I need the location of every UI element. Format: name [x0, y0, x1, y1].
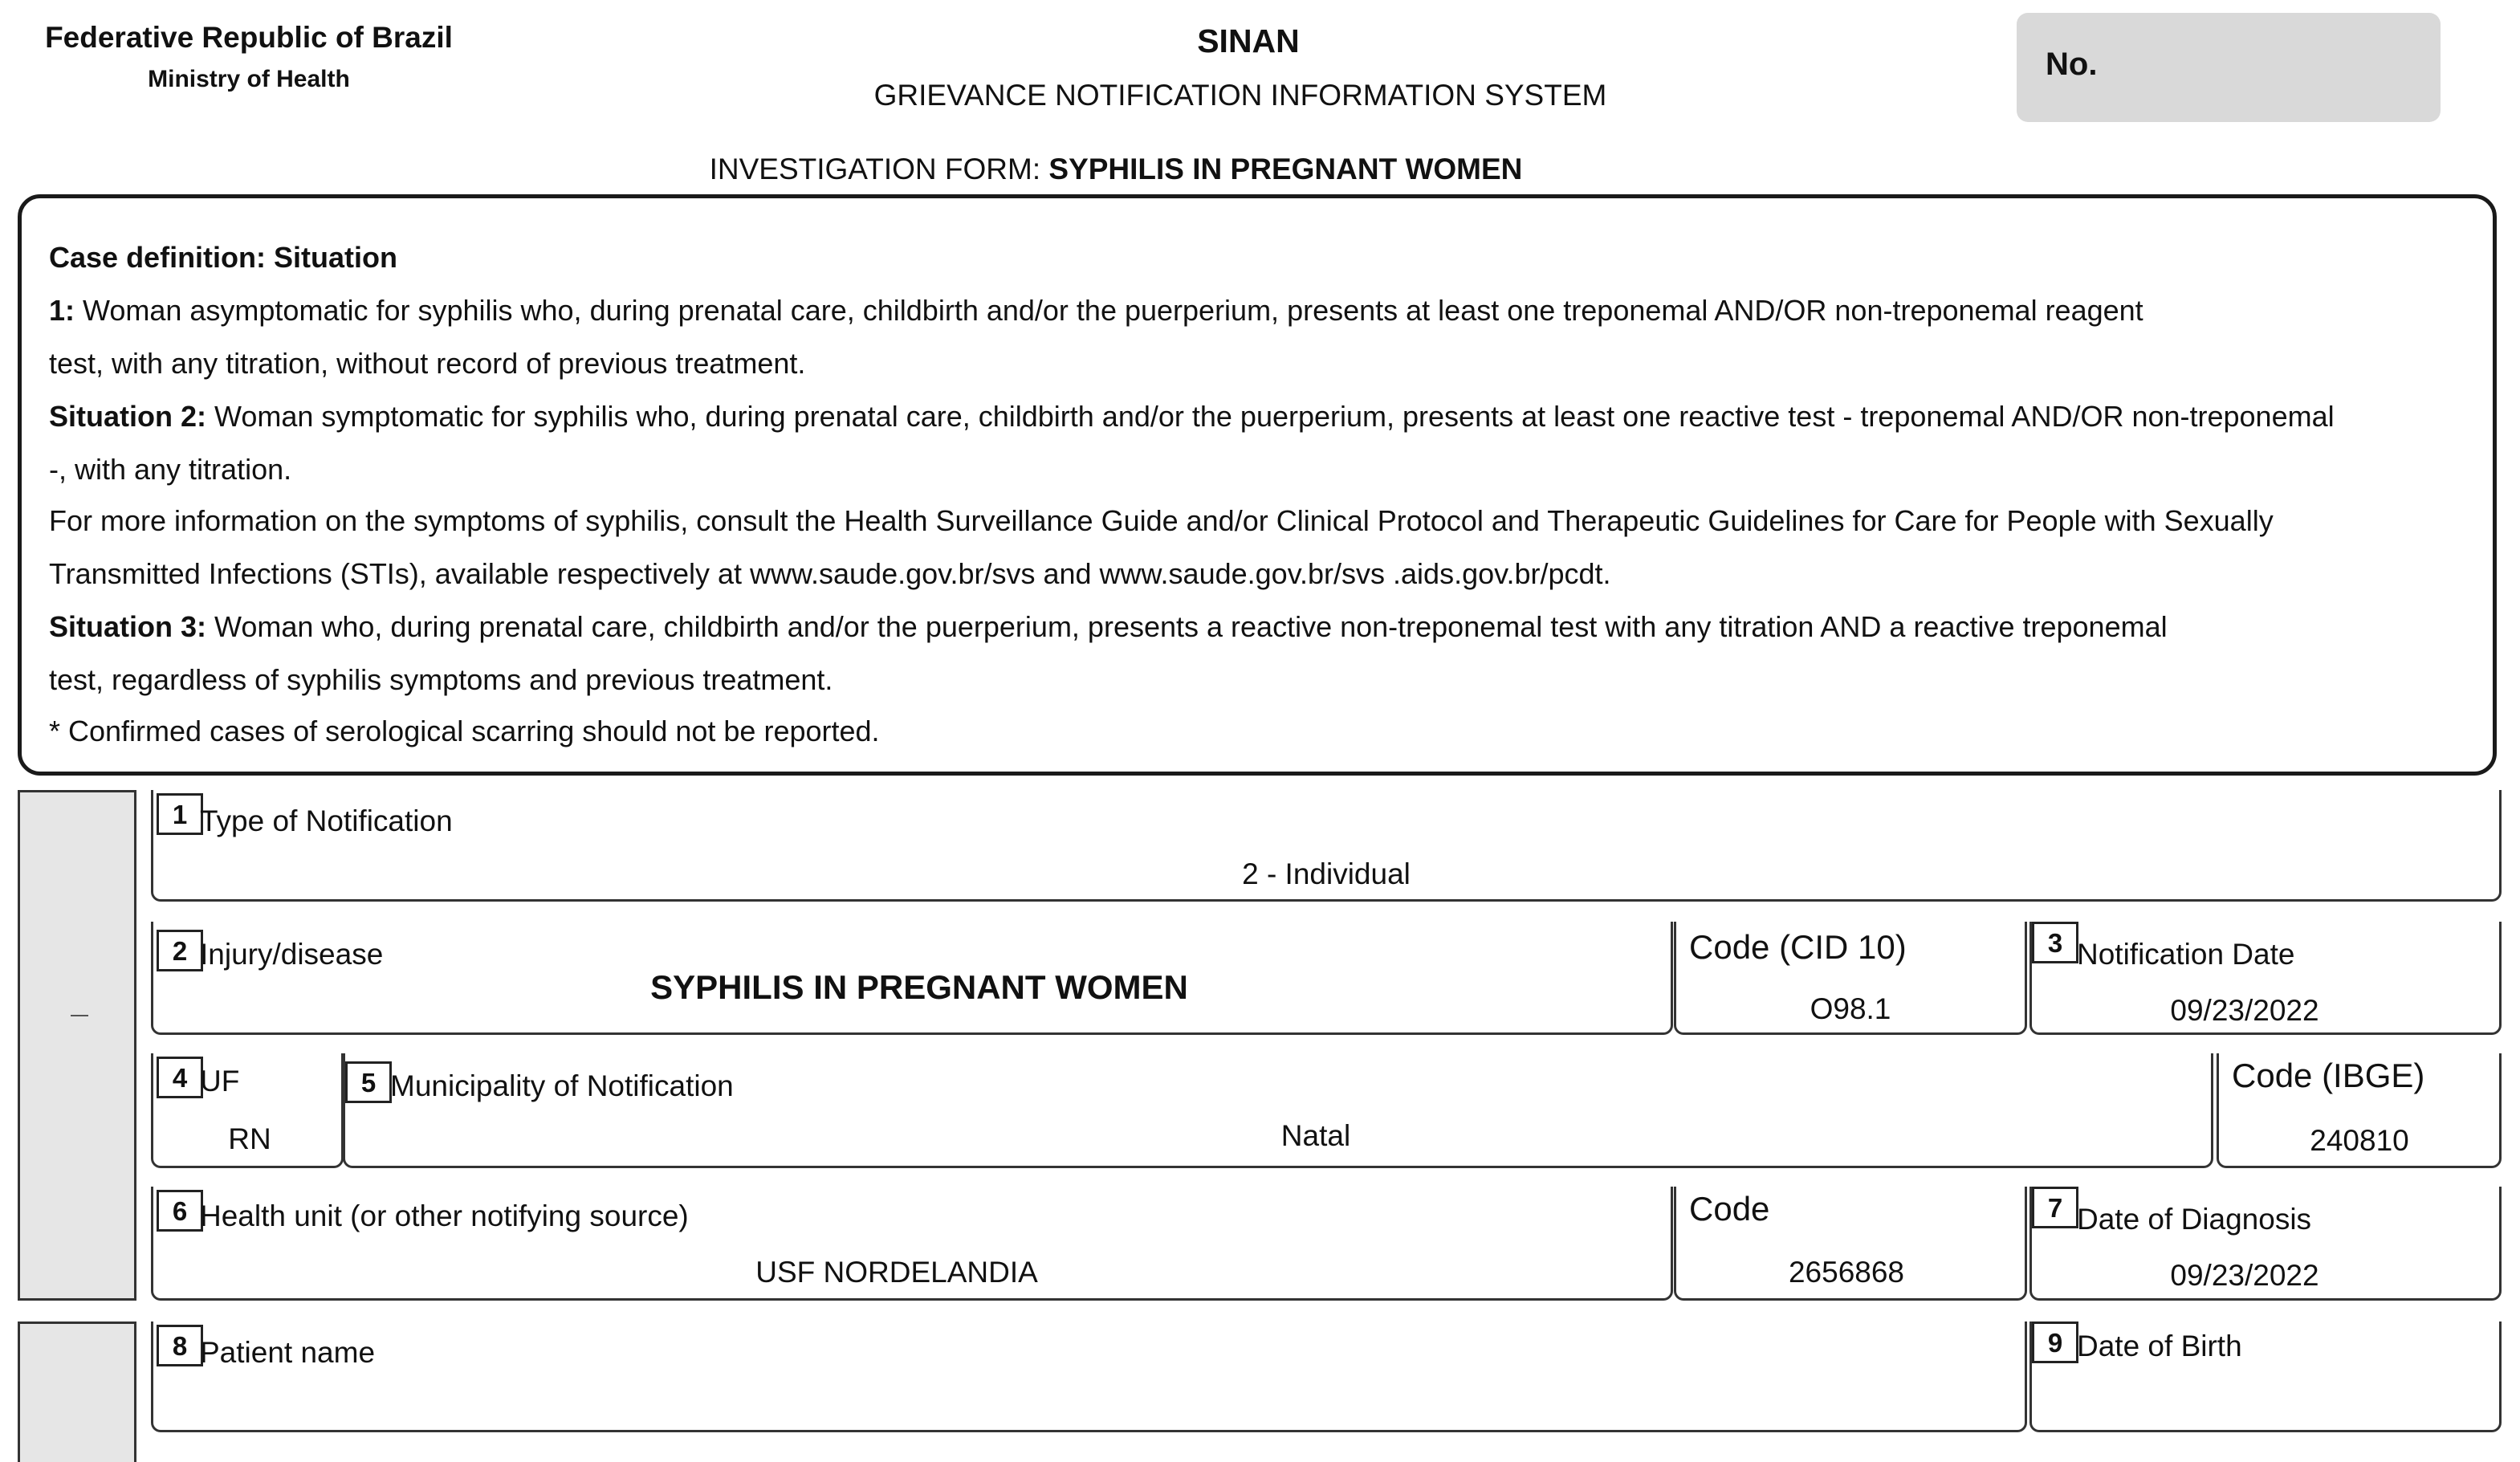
municipality-value: Natal: [1280, 1119, 1351, 1152]
patient-name-label: Patient name: [200, 1336, 376, 1369]
field-injury-disease[interactable]: [151, 922, 1673, 1035]
field-number-4: 4: [157, 1057, 203, 1098]
field-diagnosis-date[interactable]: [2029, 1187, 2502, 1301]
situation-2-line-1: [49, 400, 2335, 434]
form-title: [482, 153, 1750, 186]
side-block-mark: [71, 1015, 88, 1016]
notification-number-box[interactable]: [2017, 13, 2441, 122]
field-number-1: 1: [157, 793, 203, 835]
info-line-2: Transmitted Infections (STIs), available respectively at www.saude.gov.br/svs and www.saude.gov.br/svs .aids.gov.br/pcdt.: [49, 557, 1611, 590]
field-number-7: 7: [2032, 1187, 2078, 1228]
situation-1-label: 1:: [49, 294, 75, 327]
cid-code-value: O98.1: [1810, 992, 1891, 1025]
field-cid-code[interactable]: [1674, 922, 2027, 1035]
situation-3-line-2: test, regardless of syphilis symptoms and previous treatment.: [49, 663, 833, 696]
situation-1-line-1: [49, 294, 2143, 328]
field-number-2: 2: [157, 930, 203, 971]
case-definition-title: Case definition: Situation: [49, 241, 398, 274]
situation-3-text-1: Woman who, during prenatal care, childbirth and/or the puerperium, presents a reactive non-treponemal test with any titration AND a reactive treponemal: [206, 610, 2168, 643]
field-patient-name[interactable]: [151, 1322, 2027, 1432]
serological-scar-note: * Confirmed cases of serological scarring should not be reported.: [49, 715, 880, 747]
field-number-9: 9: [2032, 1322, 2078, 1363]
field-health-unit[interactable]: [151, 1187, 1673, 1301]
situation-3-label: Situation 3:: [49, 610, 206, 643]
field-health-unit-code[interactable]: [1674, 1187, 2027, 1301]
uf-label: UF: [200, 1065, 240, 1098]
field-number-6: 6: [157, 1190, 203, 1232]
field-number-5: 5: [345, 1061, 392, 1103]
form-title-name: SYPHILIS IN PREGNANT WOMEN: [1048, 153, 1523, 185]
field-uf[interactable]: [151, 1053, 344, 1168]
health-unit-label: Health unit (or other notifying source): [200, 1199, 689, 1232]
diagnosis-date-label: Date of Diagnosis: [2077, 1203, 2312, 1236]
general-data-side-block: [18, 790, 136, 1301]
field-notification-type[interactable]: [151, 790, 2502, 902]
notification-type-value: 2 - Individual: [1242, 857, 1411, 890]
health-unit-code-label: Code: [1689, 1190, 1770, 1228]
injury-disease-label: Injury/disease: [200, 938, 384, 971]
notification-date-value: 09/23/2022: [2170, 994, 2319, 1027]
field-notification-date[interactable]: [2029, 922, 2502, 1035]
field-ibge-code[interactable]: [2217, 1053, 2502, 1168]
info-line-1: For more information on the symptoms of syphilis, consult the Health Surveillance Guide and/or Clinical Protocol and Therapeutic Guidelines for Care for People with Sexually: [49, 504, 2274, 537]
situation-2-text-1: Woman symptomatic for syphilis who, during prenatal care, childbirth and/or the puerperium, presents at least one reactive test - treponemal AND/OR non-treponemal: [206, 400, 2335, 433]
situation-2-line-2: -, with any titration.: [49, 453, 292, 486]
notification-type-label: Type of Notification: [200, 804, 453, 837]
date-of-birth-label: Date of Birth: [2077, 1330, 2242, 1362]
situation-2-label: Situation 2:: [49, 400, 206, 433]
health-unit-code-value: 2656868: [1788, 1256, 1905, 1289]
diagnosis-date-value: 09/23/2022: [2170, 1259, 2319, 1292]
cid-code-label: Code (CID 10): [1689, 928, 1907, 966]
ibge-code-value: 240810: [2310, 1124, 2409, 1157]
municipality-label: Municipality of Notification: [390, 1069, 734, 1102]
field-date-of-birth[interactable]: [2029, 1322, 2502, 1432]
notification-number-label: No.: [2046, 47, 2098, 82]
health-unit-value: USF NORDELANDIA: [755, 1256, 1038, 1289]
form-title-prefix: INVESTIGATION FORM:: [709, 153, 1041, 185]
system-short-name: SINAN: [1197, 22, 1300, 59]
individual-data-side-block: [18, 1322, 136, 1462]
uf-value: RN: [228, 1122, 271, 1155]
ibge-code-label: Code (IBGE): [2232, 1057, 2425, 1094]
field-number-3: 3: [2032, 922, 2078, 963]
notification-date-label: Notification Date: [2077, 938, 2295, 971]
system-full-name: GRIEVANCE NOTIFICATION INFORMATION SYSTEM: [873, 79, 1607, 112]
country-name: Federative Republic of Brazil: [45, 21, 453, 54]
ministry-name: Ministry of Health: [148, 66, 350, 92]
situation-1-line-2: test, with any titration, without record of previous treatment.: [49, 347, 806, 380]
situation-1-text-1: Woman asymptomatic for syphilis who, during prenatal care, childbirth and/or the puerperium, presents at least one treponemal AND/OR non-treponemal reagent: [75, 294, 2143, 327]
situation-3-line-1: [49, 610, 2168, 644]
injury-disease-value: SYPHILIS IN PREGNANT WOMEN: [650, 968, 1188, 1006]
field-number-8: 8: [157, 1325, 203, 1366]
field-municipality[interactable]: [343, 1053, 2213, 1168]
